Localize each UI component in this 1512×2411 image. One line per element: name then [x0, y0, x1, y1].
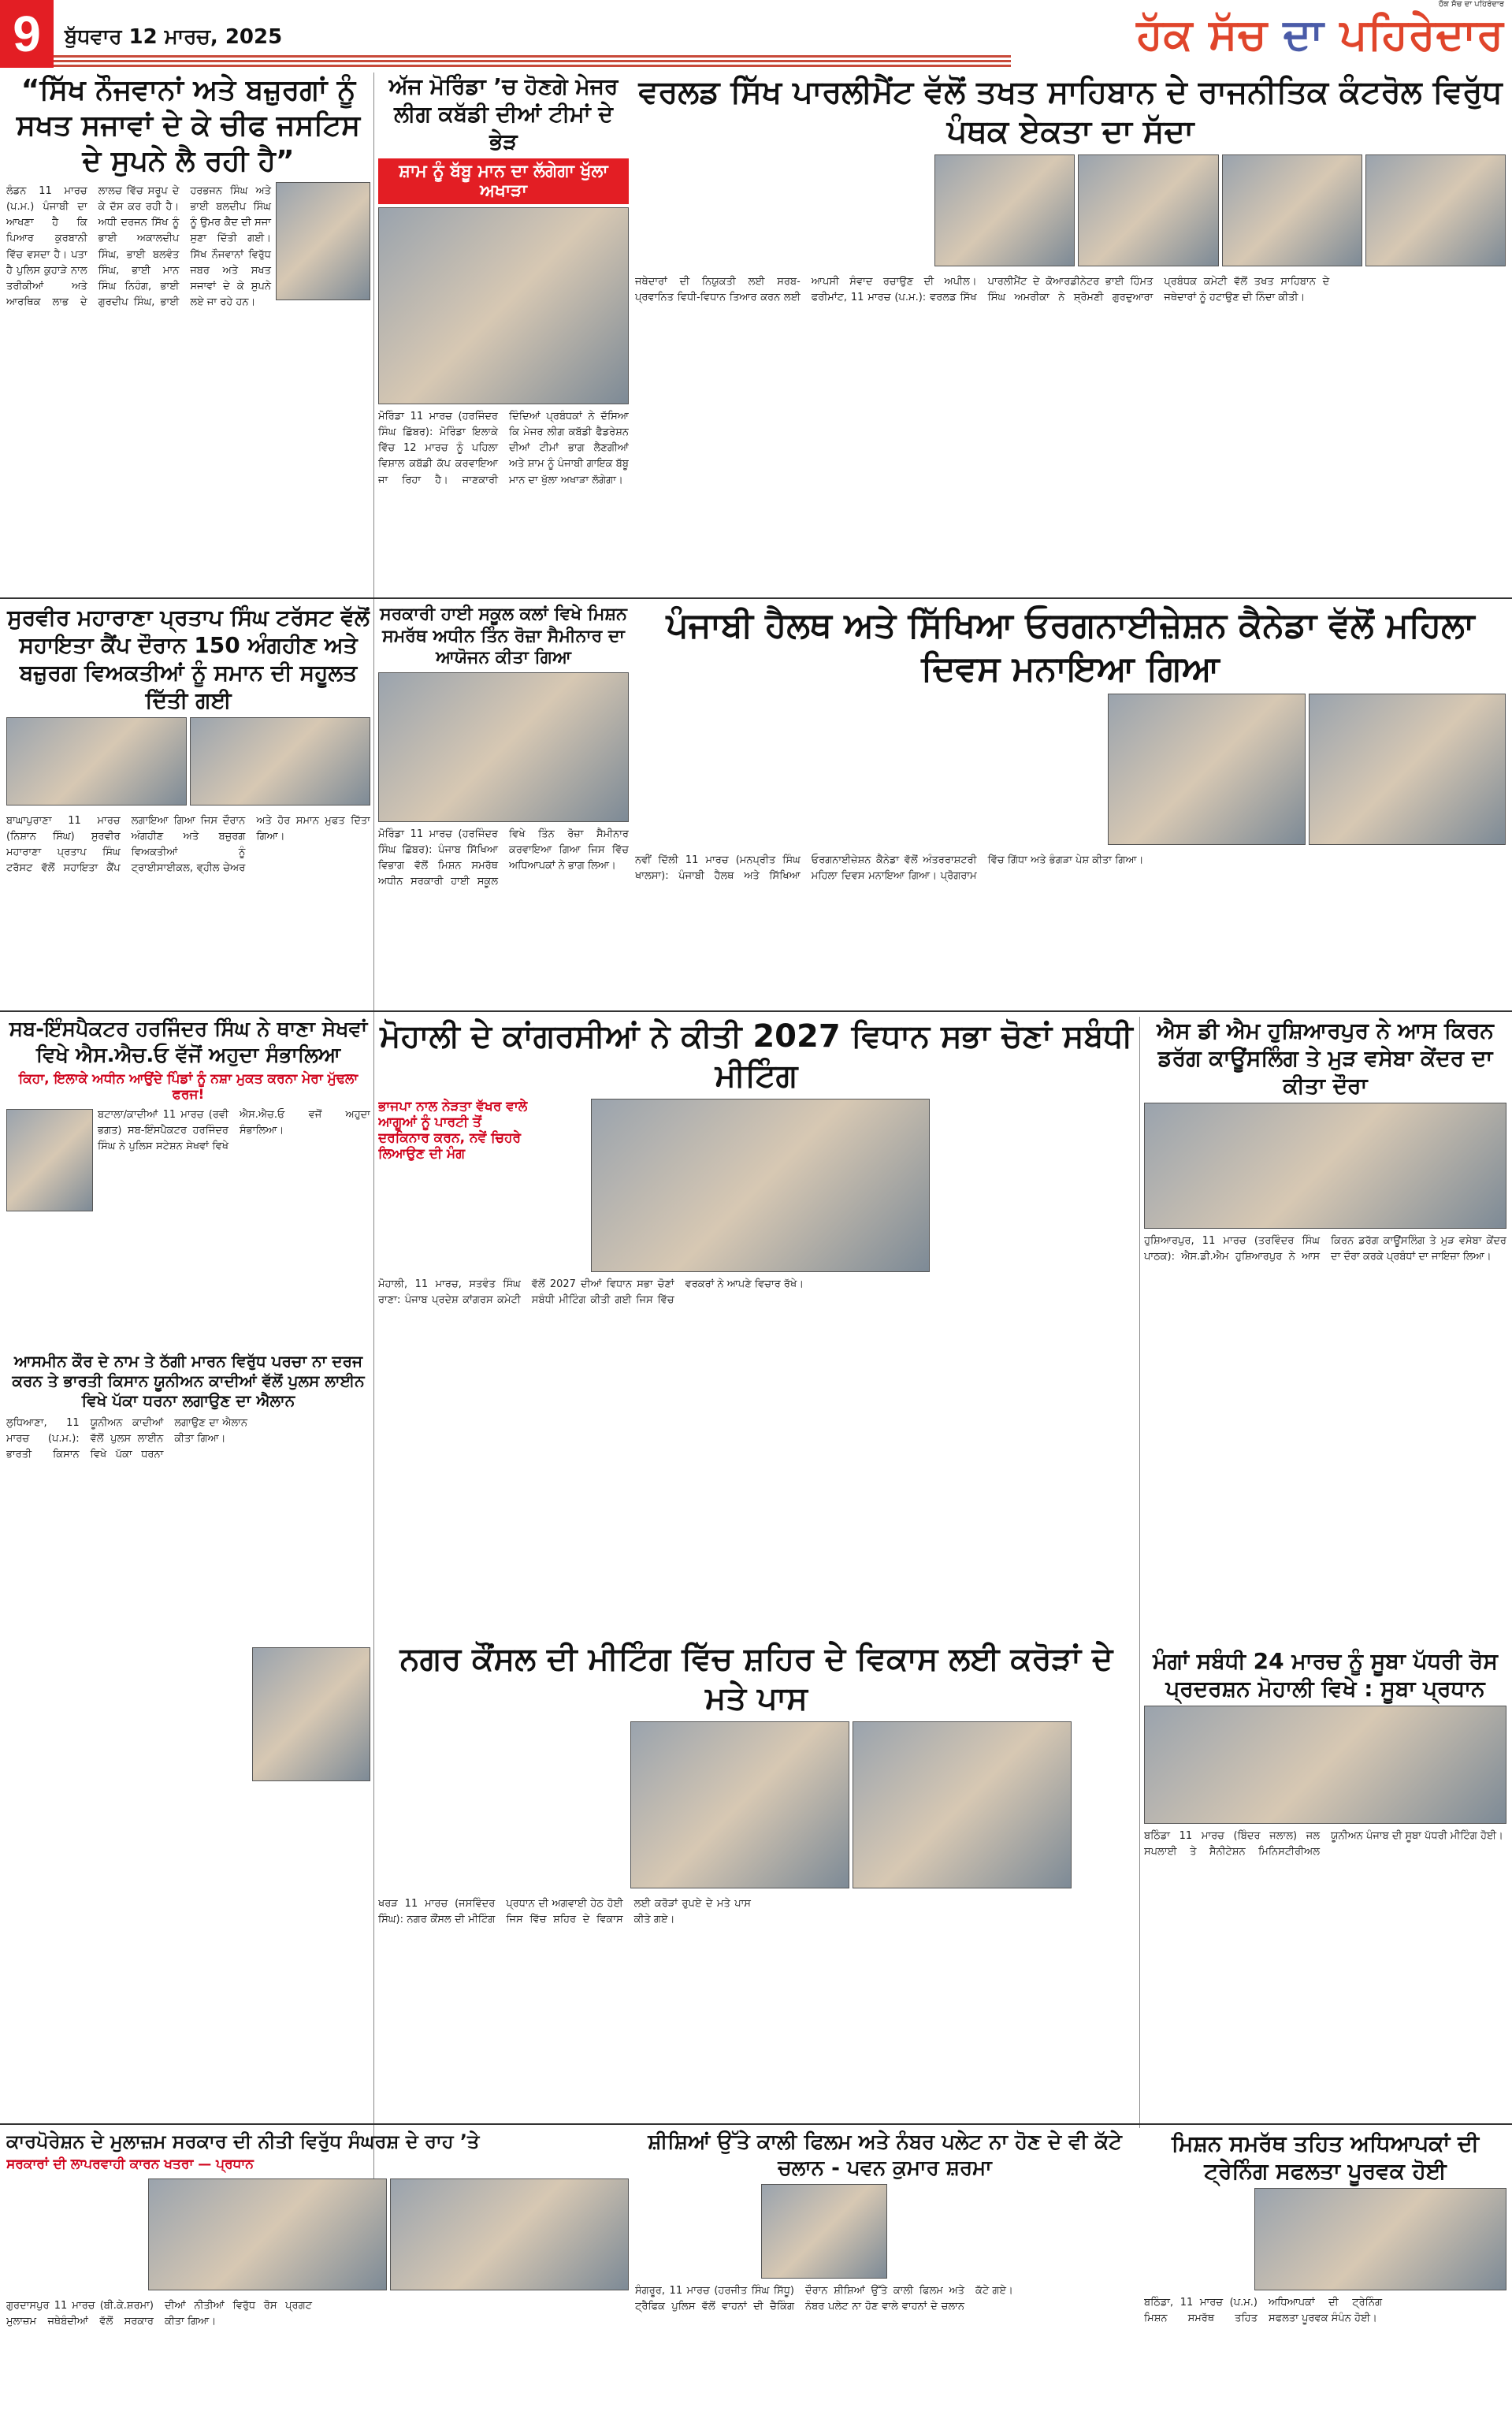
article — [635, 73, 1506, 593]
logo-text: ਦਾ — [1283, 9, 1324, 59]
logo-text: ਹੱਕ ਸੱਚ — [1136, 9, 1268, 59]
article-body: ਬਠਿੰਡਾ, 11 ਮਾਰਚ (ਪ.ਮ.) ਮਿਸ਼ਨ ਸਮਰੱਥ ਤਹਿਤ ਅਧਿਆਪਕਾਂ ਦੀ ਟ੍ਰੇਨਿੰਗ ਸਫਲਤਾ ਪੂਰਵਕ ਸੰਪੰਨ ਹੋਈ। — [1144, 2297, 1382, 2325]
photo — [853, 1721, 1072, 1888]
article-body: ਜਥੇਦਾਰਾਂ ਦੀ ਨਿਯੁਕਤੀ ਲਈ ਸਰਬ-ਪ੍ਰਵਾਨਿਤ ਵਿਧੀ-ਵਿਧਾਨ ਤਿਆਰ ਕਰਨ ਲਈ ਆਪਸੀ ਸੰਵਾਦ ਰਚਾਉਣ ਦੀ ਅਪੀਲ। ਫਰੀਮਾਂਟ, 11 ਮਾਰਚ (ਪ.ਮ.): ਵਰਲਡ ਸਿੱਖ ਪਾਰਲੀਮੈਂਟ ਦੇ ਕੋਆਰਡੀਨੇਟਰ ਭਾਈ ਹਿੰਮਤ ਸਿੰਘ ਅਮਰੀਕਾ ਨੇ ਸ਼੍ਰੋਮਣੀ ਗੁਰਦੁਆਰਾ ਪ੍ਰਬੰਧਕ ਕਮੇਟੀ ਵੱਲੋਂ ਤਖਤ ਸਾਹਿਬਾਨ ਦੇ ਜਥੇਦਾਰਾਂ ਨੂੰ ਹਟਾਉਣ ਦੀ ਨਿੰਦਾ ਕੀਤੀ। — [635, 276, 1330, 304]
photo — [1309, 694, 1506, 845]
logo-text: ਪਹਿਰੇਦਾਰ — [1339, 9, 1504, 59]
headline: “ਸਿੱਖ ਨੌਜਵਾਨਾਂ ਅਤੇ ਬਜ਼ੁਰਗਾਂ ਨੂੰ ਸਖਤ ਸਜਾਵਾਂ ਦੇ ਕੇ ਚੀਫ ਜਸਟਿਸ ਦੇ ਸੁਪਨੇ ਲੈ ਰਹੀ ਹੈ” — [16, 74, 361, 177]
article — [378, 73, 629, 593]
traffic-photo — [761, 2184, 887, 2279]
article-body: ਨਵੀਂ ਦਿੱਲੀ 11 ਮਾਰਚ (ਮਨਪ੍ਰੀਤ ਸਿੰਘ ਖਾਲਸਾ): ਪੰਜਾਬੀ ਹੈਲਥ ਅਤੇ ਸਿੱਖਿਆ ਓਰਗਨਾਈਜ਼ੇਸ਼ਨ ਕੈਨੇਡਾ ਵੱਲੋਂ ਅੰਤਰਰਾਸ਼ਟਰੀ ਮਹਿਲਾ ਦਿਵਸ ਮਨਾਇਆ ਗਿਆ। ਪ੍ਰੋਗਰਾਮ ਵਿੱਚ ਗਿੱਧਾ ਅਤੇ ਭੰਗੜਾ ਪੇਸ਼ ਕੀਤਾ ਗਿਆ। — [635, 854, 1144, 883]
headline: ਵਰਲਡ ਸਿੱਖ ਪਾਰਲੀਮੈਂਟ ਵੱਲੋਂ ਤਖਤ ਸਾਹਿਬਾਨ ਦੇ ਰਾਜਨੀਤਿਕ ਕੰਟਰੋਲ ਵਿਰੁੱਧ ਪੰਥਕ ਏਕਤਾ ਦਾ ਸੱਦਾ — [638, 74, 1503, 150]
article-body: ਮੋਹਾਲੀ, 11 ਮਾਰਚ, ਸਤਵੰਤ ਸਿੰਘ ਰਾਣਾ: ਪੰਜਾਬ ਪ੍ਰਦੇਸ਼ ਕਾਂਗਰਸ ਕਮੇਟੀ ਵੱਲੋਂ 2027 ਦੀਆਂ ਵਿਧਾਨ ਸਭਾ ਚੋਣਾਂ ਸਬੰਧੀ ਮੀਟਿੰਗ ਕੀਤੀ ਗਈ ਜਿਸ ਵਿੱਚ ਵਰਕਰਾਂ ਨੇ ਆਪਣੇ ਵਿਚਾਰ ਰੱਖੇ। — [378, 1278, 804, 1307]
article — [1144, 1647, 1506, 2120]
training-photo — [1254, 2188, 1506, 2290]
article-body: ਸੰਗਰੂਰ, 11 ਮਾਰਚ (ਹਰਜੀਤ ਸਿੰਘ ਸਿੱਧੂ) ਟ੍ਰੈਫਿਕ ਪੁਲਿਸ ਵੱਲੋਂ ਵਾਹਨਾਂ ਦੀ ਚੈਕਿੰਗ ਦੌਰਾਨ ਸ਼ੀਸ਼ਿਆਂ ਉੱਤੇ ਕਾਲੀ ਫਿਲਮ ਅਤੇ ਨੰਬਰ ਪਲੇਟ ਨਾ ਹੋਣ ਵਾਲੇ ਵਾਹਨਾਂ ਦੇ ਚਲਾਨ ਕੱਟੇ ਗਏ। — [635, 2285, 1013, 2313]
article — [378, 604, 629, 1006]
article-body: ਗੁਰਦਾਸਪੁਰ 11 ਮਾਰਚ (ਬੀ.ਕੇ.ਸ਼ਰਮਾ) ਮੁਲਾਜ਼ਮ ਜਥੇਬੰਦੀਆਂ ਵੱਲੋਂ ਸਰਕਾਰ ਦੀਆਂ ਨੀਤੀਆਂ ਵਿਰੁੱਧ ਰੋਸ ਪ੍ਰਗਟ ਕੀਤਾ ਗਿਆ। — [6, 2300, 312, 2328]
photo — [934, 154, 1075, 266]
article — [1144, 2130, 1506, 2405]
row-divider — [0, 1010, 1512, 1012]
row-divider — [0, 2123, 1512, 2125]
article — [635, 604, 1506, 1006]
portrait-photo — [6, 1109, 93, 1211]
portrait-photo — [276, 182, 370, 300]
headline: ਐਸ ਡੀ ਐਮ ਹੁਸ਼ਿਆਰਪੁਰ ਨੇ ਆਸ ਕਿਰਨ ਡਰੱਗ ਕਾਊਂਸਲਿੰਗ ਤੇ ਮੁੜ ਵਸੇਬਾ ਕੇਂਦਰ ਦਾ ਕੀਤਾ ਦੌਰਾ — [1157, 1018, 1494, 1099]
row-divider — [0, 597, 1512, 599]
headline: ਮੋਹਾਲੀ ਦੇ ਕਾਂਗਰਸੀਆਂ ਨੇ ਕੀਤੀ 2027 ਵਿਧਾਨ ਸਭਾ ਚੋਣਾਂ ਸਬੰਧੀ ਮੀਟਿੰਗ — [380, 1018, 1133, 1094]
article-body: ਬਾਘਾਪੁਰਾਣਾ 11 ਮਾਰਚ (ਨਿਸ਼ਾਨ ਸਿੰਘ) ਸੁਰਵੀਰ ਮਹਾਰਾਣਾ ਪ੍ਰਤਾਪ ਸਿੰਘ ਟਰੱਸਟ ਵੱਲੋਂ ਸਹਾਇਤਾ ਕੈਂਪ ਲਗਾਇਆ ਗਿਆ ਜਿਸ ਦੌਰਾਨ ਅੰਗਹੀਣ ਅਤੇ ਬਜ਼ੁਰਗ ਵਿਅਕਤੀਆਂ ਨੂੰ ਟ੍ਰਾਈਸਾਈਕਲ, ਵ੍ਹੀਲ ਚੇਅਰ ਅਤੇ ਹੋਰ ਸਮਾਨ ਮੁਫਤ ਦਿੱਤਾ ਗਿਆ। — [6, 815, 370, 875]
article-body: ਲੁਧਿਆਣਾ, 11 ਮਾਰਚ (ਪ.ਮ.): ਭਾਰਤੀ ਕਿਸਾਨ ਯੂਨੀਅਨ ਕਾਦੀਆਂ ਵੱਲੋਂ ਪੁਲਸ ਲਾਈਨ ਵਿਖੇ ਪੱਕਾ ਧਰਨਾ ਲਗਾਉਣ ਦਾ ਐਲਾਨ ਕੀਤਾ ਗਿਆ। — [6, 1417, 247, 1461]
photo — [1365, 154, 1506, 266]
article — [6, 604, 370, 1006]
headline: ਆਸਮੀਨ ਕੌਰ ਦੇ ਨਾਮ ਤੇ ਠੱਗੀ ਮਾਰਨ ਵਿਰੁੱਧ ਪਰਚਾ ਨਾ ਦਰਜ ਕਰਨ ਤੇ ਭਾਰਤੀ ਕਿਸਾਨ ਯੂਨੀਅਨ ਕਾਦੀਆਂ ਵੱਲੋਂ ਪੁਲਸ ਲਾਈਨ ਵਿਖੇ ਪੱਕਾ ਧਰਨਾ ਲਗਾਉਣ ਦਾ ਐਲਾਨ — [12, 1352, 365, 1410]
subheadline: ਸ਼ਾਮ ਨੂੰ ਬੱਬੂ ਮਾਨ ਦਾ ਲੱਗੇਗਾ ਖੁੱਲਾ ਅਖਾੜਾ — [378, 158, 629, 204]
subheadline: ਸਰਕਾਰਾਂ ਦੀ ਲਾਪਰਵਾਹੀ ਕਾਰਨ ਖਤਰਾ — ਪ੍ਰਧਾਨ — [6, 2156, 254, 2172]
headline: ਸੁਰਵੀਰ ਮਹਾਰਾਣਾ ਪ੍ਰਤਾਪ ਸਿੰਘ ਟਰੱਸਟ ਵੱਲੋਂ ਸਹਾਇਤਾ ਕੈਂਪ ਦੌਰਾਨ 150 ਅੰਗਹੀਣ ਅਤੇ ਬਜ਼ੁਰਗ ਵਿਅਕਤੀਆਂ ਨੂੰ ਸਮਾਨ ਦੀ ਸਹੂਲਤ ਦਿੱਤੀ ਗਈ — [7, 605, 370, 713]
headline: ਪੰਜਾਬੀ ਹੈਲਥ ਅਤੇ ਸਿੱਖਿਆ ਓਰਗਨਾਈਜ਼ੇਸ਼ਨ ਕੈਨੇਡਾ ਵੱਲੋਂ ਮਹਿਲਾ ਦਿਵਸ ਮਨਾਇਆ ਗਿਆ — [666, 605, 1475, 689]
column-divider — [1139, 1017, 1140, 2128]
seminar-photo — [378, 672, 629, 822]
portrait-photo — [252, 1647, 370, 1781]
photo — [1078, 154, 1218, 266]
subheadline: ਭਾਜਪਾ ਨਾਲ ਨੇੜਤਾ ਵੱਖਰ ਵਾਲੇ ਆਗੂਆਂ ਨੂੰ ਪਾਰਟੀ ਤੋਂ ਦਰਕਿਨਾਰ ਕਰਨ, ਨਵੇਂ ਚਿਹਰੇ ਲਿਆਉਣ ਦੀ ਮੰਗ — [378, 1099, 528, 1162]
article — [1144, 1017, 1506, 1490]
subheadline: ਕਿਹਾ, ਇਲਾਕੇ ਅਧੀਨ ਆਉਂਦੇ ਪਿੰਡਾਂ ਨੂੰ ਨਸ਼ਾ ਮੁਕਤ ਕਰਨਾ ਮੇਰਾ ਮੁੱਢਲਾ ਫਰਜ! — [18, 1071, 358, 1103]
logo-tagline: ਹੱਕ ਸੱਚ ਦਾ ਪਹਿਰੇਦਾਰ — [1438, 0, 1504, 9]
article-body: ਬਟਾਲਾ/ਕਾਦੀਆਂ 11 ਮਾਰਚ (ਰਵੀ ਭਗਤ) ਸਬ-ਇੰਸਪੈਕਟਰ ਹਰਜਿੰਦਰ ਸਿੰਘ ਨੇ ਪੁਲਿਸ ਸਟੇਸ਼ਨ ਸੇਖਵਾਂ ਵਿਖੇ ਐਸ.ਐਚ.ਓ ਵਜੋਂ ਅਹੁਦਾ ਸੰਭਾਲਿਆ। — [98, 1109, 370, 1153]
article-body: ਲੰਡਨ 11 ਮਾਰਚ (ਪ.ਮ.) ਪੰਜਾਬੀ ਦਾ ਆਖਣਾ ਹੈ ਕਿ ਪਿਆਰ ਕੁਰਬਾਨੀ ਵਿੱਚ ਵਸਦਾ ਹੈ। ਪਤਾ ਹੈ ਪੁਲਿਸ ਕੁਹਾੜੇ ਨਾਲ ਤਰੀਕੀਆਂ ਅਤੇ ਆਰਥਿਕ ਲਾਭ ਦੇ ਲਾਲਚ ਵਿੱਚ ਸਰੂਪ ਦੇ ਕੇ ਦੱਸ ਕਰ ਰਹੀ ਹੈ। ਅਧੀ ਦਰਜਨ ਸਿੱਖ ਨੂੰ ਭਾਈ ਅਕਾਲਦੀਪ ਸਿੰਘ, ਭਾਈ ਬਲਵੰਤ ਸਿੰਘ, ਭਾਈ ਮਾਨ ਸਿੰਘ ਨਿਹੰਗ, ਭਾਈ ਗੁਰਦੀਪ ਸਿੰਘ, ਭਾਈ ਹਰਭਜਨ ਸਿੰਘ ਅਤੇ ਭਾਈ ਬਲਦੀਪ ਸਿੰਘ ਨੂੰ ਉਮਰ ਕੈਦ ਦੀ ਸਜਾ ਸੁਣਾ ਦਿੱਤੀ ਗਈ। ਸਿੱਖ ਨੌਜਵਾਨਾਂ ਵਿਰੁੱਧ ਜਬਰ ਅਤੇ ਸਖਤ ਸਜਾਵਾਂ ਦੇ ਕੇ ਸੁਪਨੇ ਲਏ ਜਾ ਰਹੇ ਹਨ। — [6, 185, 271, 308]
photo — [630, 1721, 849, 1888]
photo — [6, 717, 187, 806]
photo — [390, 2178, 629, 2290]
meeting-photo — [591, 1099, 930, 1272]
article — [378, 1017, 1135, 1632]
headline: ਨਗਰ ਕੌਂਸਲ ਦੀ ਮੀਟਿੰਗ ਵਿੱਚ ਸ਼ਹਿਰ ਦੇ ਵਿਕਾਸ ਲਈ ਕਰੋੜਾਂ ਦੇ ਮਤੇ ਪਾਸ — [399, 1641, 1113, 1717]
article — [378, 1639, 1135, 2112]
issue-date: ਬੁੱਧਵਾਰ 12 ਮਾਰਚ, 2025 — [65, 25, 283, 49]
article — [6, 73, 370, 593]
article-body: ਹੁਸ਼ਿਆਰਪੁਰ, 11 ਮਾਰਚ (ਤਰਵਿੰਦਰ ਸਿੰਘ ਪਾਠਕ): ਐਸ.ਡੀ.ਐਮ ਹੁਸ਼ਿਆਰਪੁਰ ਨੇ ਆਸ ਕਿਰਨ ਡਰੱਗ ਕਾਊਂਸਲਿੰਗ ਤੇ ਮੁੜ ਵਸੇਬਾ ਕੇਂਦਰ ਦਾ ਦੌਰਾ ਕਰਕੇ ਪ੍ਰਬੰਧਾਂ ਦਾ ਜਾਇਜ਼ਾ ਲਿਆ। — [1144, 1235, 1506, 1263]
column-divider — [373, 73, 374, 2201]
visit-photo — [1144, 1103, 1506, 1229]
article — [6, 2130, 629, 2405]
photo — [148, 2178, 387, 2290]
kabaddi-photo — [378, 207, 629, 404]
photo — [1108, 694, 1306, 845]
photo — [190, 717, 370, 806]
headline: ਮੰਗਾਂ ਸਬੰਧੀ 24 ਮਾਰਚ ਨੂੰ ਸੂਬਾ ਪੱਧਰੀ ਰੋਸ ਪ੍ਰਦਰਸ਼ਨ ਮੋਹਾਲੀ ਵਿਖੇ : ਸੂਬਾ ਪ੍ਰਧਾਨ — [1153, 1648, 1498, 1702]
article — [6, 1352, 370, 2108]
headline: ਅੱਜ ਮੋਰਿੰਡਾ ’ਚ ਹੋਣਗੇ ਮੇਜਰ ਲੀਗ ਕਬੱਡੀ ਦੀਆਂ ਟੀਮਾਂ ਦੇ ਭੇੜ — [388, 73, 619, 154]
headline: ਸਬ-ਇੰਸਪੈਕਟਰ ਹਰਜਿੰਦਰ ਸਿੰਘ ਨੇ ਥਾਣਾ ਸੇਖਵਾਂ ਵਿਖੇ ਐਸ.ਐਚ.ਓ ਵੱਜੋਂ ਅਹੁਦਾ ਸੰਭਾਲਿਆ — [9, 1018, 368, 1067]
article-body: ਬਠਿੰਡਾ 11 ਮਾਰਚ (ਬਿੰਦਰ ਜਲਾਲ) ਜਲ ਸਪਲਾਈ ਤੇ ਸੈਨੀਟੇਸ਼ਨ ਮਿਨਿਸਟੀਰੀਅਲ ਯੂਨੀਅਨ ਪੰਜਾਬ ਦੀ ਸੂਬਾ ਪੱਧਰੀ ਮੀਟਿੰਗ ਹੋਈ। — [1144, 1830, 1503, 1858]
article-body: ਮੋਰਿੰਡਾ 11 ਮਾਰਚ (ਹਰਜਿੰਦਰ ਸਿੰਘ ਛਿੱਬਰ): ਮੋਰਿੰਡਾ ਇਲਾਕੇ ਵਿੱਚ 12 ਮਾਰਚ ਨੂੰ ਪਹਿਲਾ ਵਿਸ਼ਾਲ ਕਬੱਡੀ ਕੱਪ ਕਰਵਾਇਆ ਜਾ ਰਿਹਾ ਹੈ। ਜਾਣਕਾਰੀ ਦਿੰਦਿਆਂ ਪ੍ਰਬੰਧਕਾਂ ਨੇ ਦੱਸਿਆ ਕਿ ਮੇਜਰ ਲੀਗ ਕਬੱਡੀ ਫੈਡਰੇਸ਼ਨ ਦੀਆਂ ਟੀਮਾਂ ਭਾਗ ਲੈਣਗੀਆਂ ਅਤੇ ਸ਼ਾਮ ਨੂੰ ਪੰਜਾਬੀ ਗਾਇਕ ਬੱਬੂ ਮਾਨ ਦਾ ਖੁੱਲਾ ਅਖਾੜਾ ਲੱਗੇਗਾ। — [378, 411, 629, 486]
headline: ਕਾਰਪੋਰੇਸ਼ਨ ਦੇ ਮੁਲਾਜ਼ਮ ਸਰਕਾਰ ਦੀ ਨੀਤੀ ਵਿਰੁੱਧ ਸੰਘਰਸ਼ ਦੇ ਰਾਹ ’ਤੇ — [6, 2130, 480, 2152]
page-number: 9 — [0, 0, 54, 68]
photo — [1222, 154, 1362, 266]
headline: ਮਿਸ਼ਨ ਸਮਰੱਥ ਤਹਿਤ ਅਧਿਆਪਕਾਂ ਦੀ ਟ੍ਰੇਨਿੰਗ ਸਫਲਤਾ ਪੂਰਵਕ ਹੋਈ — [1171, 2130, 1480, 2184]
headline: ਸ਼ੀਸ਼ਿਆਂ ਉੱਤੇ ਕਾਲੀ ਫਿਲਮ ਅਤੇ ਨੰਬਰ ਪਲੇਟ ਨਾ ਹੋਣ ਦੇ ਵੀ ਕੱਟੇ ਚਲਾਨ - ਪਵਨ ਕੁਮਾਰ ਸ਼ਰਮਾ — [648, 2130, 1122, 2180]
headline: ਸਰਕਾਰੀ ਹਾਈ ਸਕੂਲ ਕਲਾਂ ਵਿਖੇ ਮਿਸ਼ਨ ਸਮਰੱਥ ਅਧੀਨ ਤਿੰਨ ਰੋਜ਼ਾ ਸੈਮੀਨਾਰ ਦਾ ਆਯੋਜਨ ਕੀਤਾ ਗਿਆ — [380, 605, 627, 668]
article — [6, 1017, 370, 1348]
article-body: ਖਰੜ 11 ਮਾਰਚ (ਜਸਵਿੰਦਰ ਸਿੰਘ): ਨਗਰ ਕੌਂਸਲ ਦੀ ਮੀਟਿੰਗ ਪ੍ਰਧਾਨ ਦੀ ਅਗਵਾਈ ਹੇਠ ਹੋਈ ਜਿਸ ਵਿੱਚ ਸ਼ਹਿਰ ਦੇ ਵਿਕਾਸ ਲਈ ਕਰੋੜਾਂ ਰੁਪਏ ਦੇ ਮਤੇ ਪਾਸ ਕੀਤੇ ਗਏ। — [378, 1898, 751, 1926]
article — [635, 2130, 1135, 2405]
header-rule — [54, 55, 1011, 68]
article-body: ਮੋਰਿੰਡਾ 11 ਮਾਰਚ (ਹਰਜਿੰਦਰ ਸਿੰਘ ਛਿੱਬਰ): ਪੰਜਾਬ ਸਿੱਖਿਆ ਵਿਭਾਗ ਵੱਲੋਂ ਮਿਸ਼ਨ ਸਮਰੱਥ ਅਧੀਨ ਸਰਕਾਰੀ ਹਾਈ ਸਕੂਲ ਵਿਖੇ ਤਿੰਨ ਰੋਜ਼ਾ ਸੈਮੀਨਾਰ ਕਰਵਾਇਆ ਗਿਆ ਜਿਸ ਵਿੱਚ ਅਧਿਆਪਕਾਂ ਨੇ ਭਾਗ ਲਿਆ। — [378, 828, 629, 887]
protest-photo — [1144, 1706, 1506, 1824]
masthead-logo — [1136, 0, 1504, 61]
